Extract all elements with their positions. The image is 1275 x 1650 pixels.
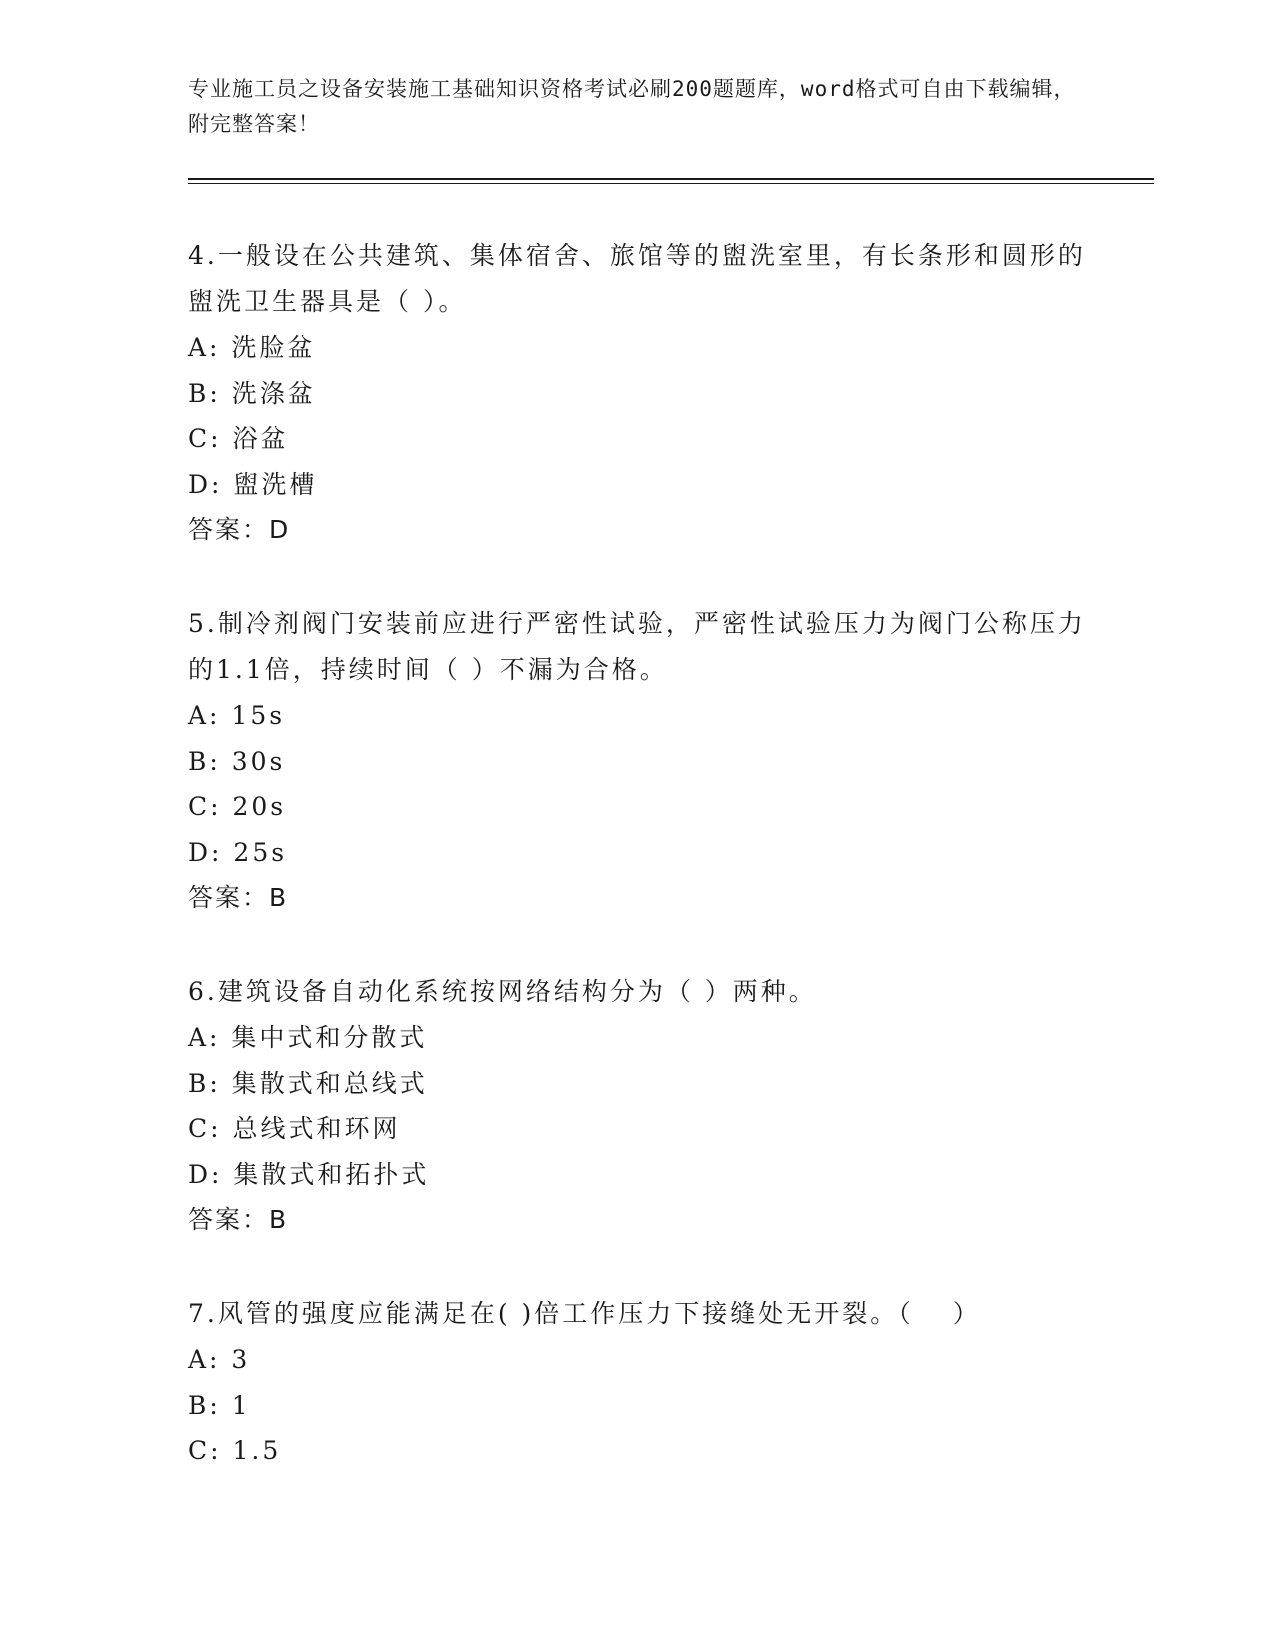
option-d: D: 盥洗槽 [188, 469, 318, 499]
question-stem: 6.建筑设备自动化系统按网络结构分为（ ）两种。 [188, 977, 817, 1006]
question-stem: 5.制冷剂阀门安装前应进行严密性试验，严密性试验压力为阀门公称压力的1.1倍，持续时间（ ）不漏为合格。 [188, 609, 1086, 684]
question-4 [188, 233, 1088, 553]
option-c: C: 总线式和环网 [188, 1114, 401, 1143]
option-b: B: 集散式和总线式 [188, 1068, 428, 1098]
option-a: A: 洗脸盆 [188, 333, 316, 362]
option-a: A: 15s [188, 701, 286, 730]
question-5 [188, 601, 1088, 921]
question-list [188, 233, 1088, 1522]
question-stem: 7.风管的强度应能满足在( )倍工作压力下接缝处无开裂。（ ） [188, 1299, 981, 1328]
option-b: B: 30s [188, 746, 286, 776]
question-stem: 4.一般设在公共建筑、集体宿舍、旅馆等的盥洗室里，有长条形和圆形的盥洗卫生器具是（ ）。 [188, 241, 1086, 316]
option-c: C: 浴盆 [188, 424, 289, 453]
answer: 答案：D [188, 515, 291, 544]
option-d: D: 25s [188, 837, 288, 867]
option-c: C: 1.5 [188, 1436, 282, 1465]
option-c: C: 20s [188, 792, 287, 821]
answer: 答案：B [188, 883, 289, 912]
header-divider-thick [188, 178, 1154, 180]
document-header: 专业施工员之设备安装施工基础知识资格考试必刷200题题库，word格式可自由下载编辑，附完整答案！ [188, 77, 1076, 136]
question-7 [188, 1291, 1088, 1474]
option-b: B: 洗涤盆 [188, 378, 316, 408]
option-d: D: 集散式和拓扑式 [188, 1159, 430, 1189]
question-6 [188, 969, 1088, 1243]
option-a: A: 集中式和分散式 [188, 1023, 428, 1052]
option-a: A: 3 [188, 1345, 251, 1374]
header-divider-thin [188, 183, 1154, 184]
answer: 答案：B [188, 1205, 289, 1234]
option-b: B: 1 [188, 1390, 251, 1420]
